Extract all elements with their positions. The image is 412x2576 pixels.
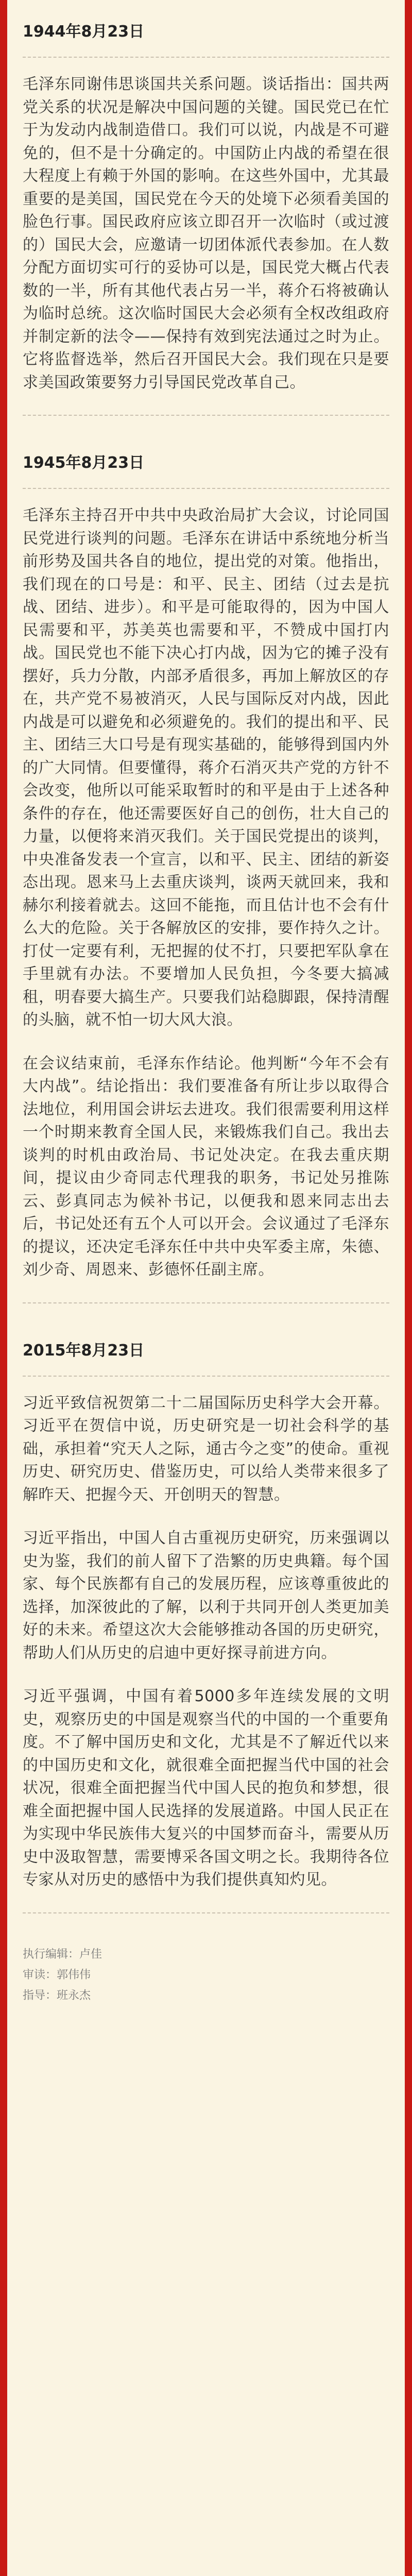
dashed-divider xyxy=(23,57,389,58)
entry-paragraph: 习近平指出，中国人自古重视历史研究，历来强调以史为鉴，我们的前人留下了浩繁的历史典籍。每个国家、每个民族都有自己的发展历程，应该尊重彼此的选择，加深彼此的了解，以利于共同开创人类更加美好的未来。希望这次大会能够推动各国的历史研究，帮助人们从历史的启迪中更好探寻前进方向。 xyxy=(23,1529,389,1662)
entry-date: 2015年8月23日 xyxy=(23,1341,145,1360)
article-page xyxy=(7,0,405,2576)
reviewer: 审读：郭伟伟 xyxy=(23,1968,91,1981)
entry-2015 xyxy=(23,1319,389,1913)
entry-date: 1944年8月23日 xyxy=(23,23,145,41)
dashed-divider xyxy=(23,488,389,489)
dashed-divider xyxy=(23,1912,389,1913)
dashed-divider xyxy=(23,415,389,416)
entry-paragraph: 毛泽东同谢伟思谈国共关系问题。谈话指出：国共两党关系的状况是解决中国问题的关键。国民党已在忙于为发动内战制造借口。我们可以说，内战是不可避免的，但不是十分确定的。中国防止内战的希望在很大程度上有赖于外国的影响。在这些外国中，尤其最重要的是美国，国民党在今天的处境下必须看美国的脸色行事。国民政府应该立即召开一次临时（或过渡的）国民大会，应邀请一切团体派代表参加。在人数分配方面切实可行的妥协可以是，国民党大概占代表数的一半，所有其他代表占另一半，蒋介石将被确认为临时总统。这次临时国民大会必须有全权改组政府并制定新的法令——保持有效到宪法通过之时为止。它将监督选举，然后召开国民大会。我们现在只是要求美国政策要努力引导国民党改革自己。 xyxy=(23,75,389,392)
entry-paragraph: 在会议结束前，毛泽东作结论。他判断“今年不会有大内战”。结论指出：我们要准备有所让步以取得合法地位，利用国会讲坛去进攻。我们很需要利用这样一个时期来教育全国人民，来锻炼我们自己。我出去谈判的时机由政治局、书记处决定。在我去重庆期间，提议由少奇同志代理我的职务，书记处另推陈云、彭真同志为候补书记，以便我和恩来同志出去后，书记处还有五个人可以开会。会议通过了毛泽东的提议，还决定毛泽东任中共中央军委主席，朱德、刘少奇、周恩来、彭德怀任副主席。 xyxy=(23,1054,389,1279)
entry-paragraph: 习近平致信祝贺第二十二届国际历史科学大会开幕。习近平在贺信中说，历史研究是一切社会科学的基础，承担着“究天人之际，通古今之变”的使命。重视历史、研究历史、借鉴历史，可以给人类带来很多了解昨天、把握今天、开创明天的智慧。 xyxy=(23,1394,389,1504)
entry-paragraph: 毛泽东主持召开中共中央政治局扩大会议，讨论同国民党进行谈判的问题。毛泽东在讲话中系统地分析当前形势及国共各自的地位，提出党的对策。他指出，我们现在的口号是：和平、民主、团结（过去是抗战、团结、进步）。和平是可能取得的，因为中国人民需要和平，苏美英也需要和平，不赞成中国打内战。国民党也不能下决心打内战，因为它的摊子没有摆好，兵力分散，内部矛盾很多，再加上解放区的存在，共产党不易被消灭，人民与国际反对内战，因此内战是可以避免和必须避免的。我们的提出和平、民主、团结三大口号是有现实基础的，能够得到国内外的广大同情。但要懂得，蒋介石消灭共产党的方针不会改变，他所以可能采取暂时的和平是由于上述各种条件的存在，他还需要医好自己的创伤，壮大自己的力量，以便将来消灭我们。关于国民党提出的谈判，中央准备发表一个宣言，以和平、民主、团结的新姿态出现。恩来马上去重庆谈判，谈两天就回来，我和赫尔利接着就去。这回不能拖，而且估计也不会有什么大的危险。关于各解放区的安排，要作持久之计。打仗一定要有利，无把握的仗不打，只要把军队拿在手里就有办法。不要增加人民负担，今冬要大搞减租，明春要大搞生产。只要我们站稳脚跟，保持清醒的头脑，就不怕一切大风大浪。 xyxy=(23,506,389,1029)
supervisor: 指导：班永杰 xyxy=(23,1989,91,2002)
entry-1945 xyxy=(23,431,389,1303)
entry-1944 xyxy=(23,0,389,416)
entry-date: 1945年8月23日 xyxy=(23,454,145,472)
dashed-divider xyxy=(23,1376,389,1377)
dashed-divider xyxy=(23,1302,389,1303)
executive-editor: 执行编辑：卢佳 xyxy=(23,1947,102,1961)
editor-credits xyxy=(23,1944,389,2006)
entry-paragraph: 习近平强调，中国有着5000多年连续发展的文明史，观察历史的中国是观察当代的中国的一个重要角度。不了解中国历史和文化，尤其是不了解近代以来的中国历史和文化，就很难全面把握当代中国的社会状况，很难全面把握当代中国人民的抱负和梦想，很难全面把握中国人民选择的发展道路。中国人民正在为实现中华民族伟大复兴的中国梦而奋斗，需要从历史中汲取智慧，需要博采各国文明之长。我期待各位专家从对历史的感悟中为我们提供真知灼见。 xyxy=(23,1687,389,1889)
